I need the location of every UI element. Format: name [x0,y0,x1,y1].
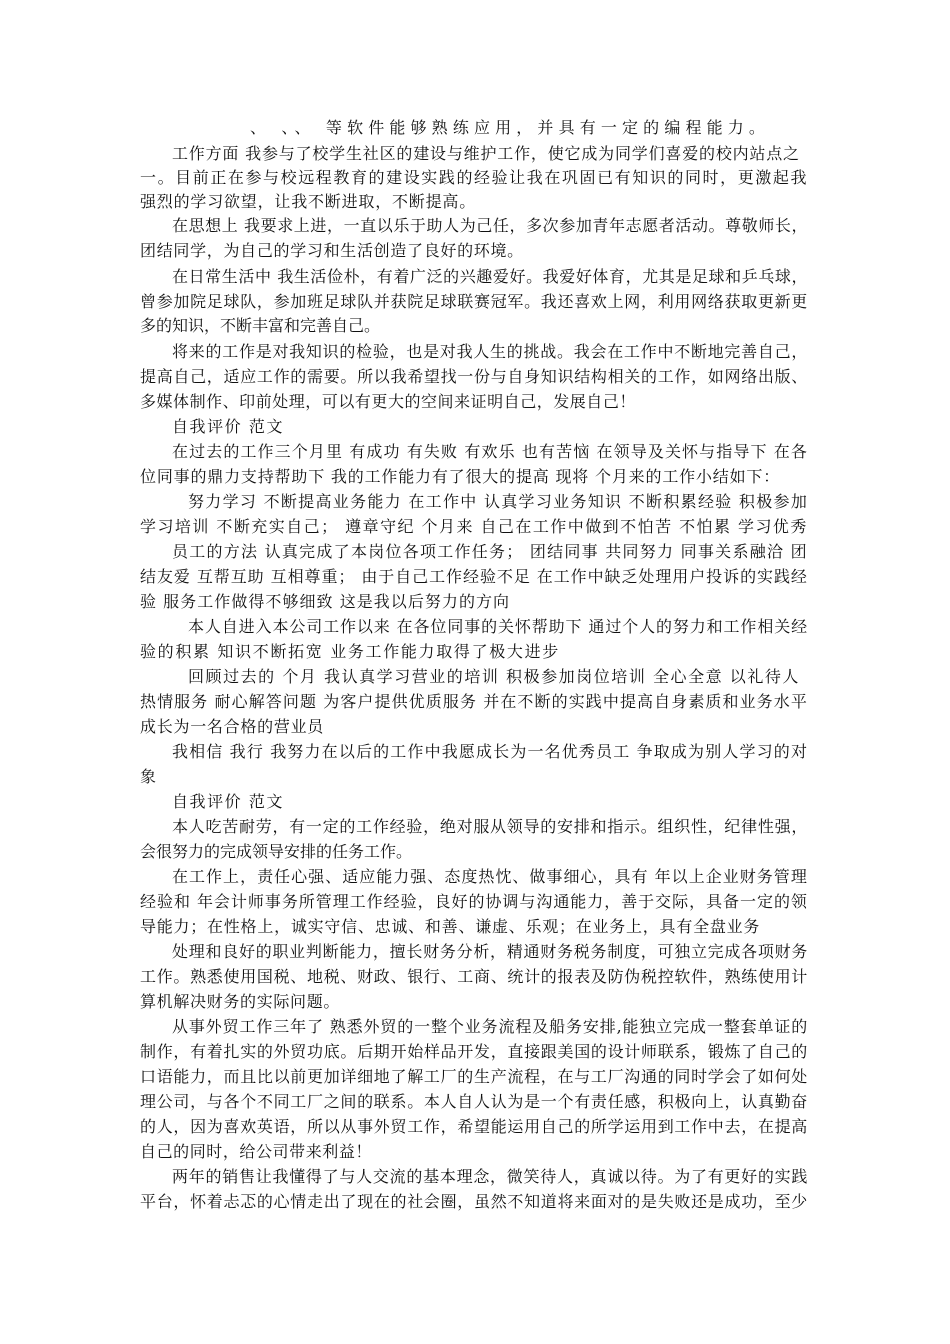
text-line: 努力学习 不断提高业务能力 在工作中 认真学习业务知识 不断积累经验 积极参加 [188,492,808,511]
text-line: 理公司，与各个不同工厂之间的联系。本人自人认为是一个有责任感，积极向上，认真勤奋 [140,1092,808,1111]
text-line: 提高自己，适应工作的需要。所以我希望找一份与自身知识结构相关的工作，如网络出版、 [140,367,808,386]
text-line: 会很努力的完成领导安排的任务工作。 [140,842,412,861]
text-line: 处理和良好的职业判断能力，擅长财务分析，精通财务税务制度，可独立完成各项财务 [172,942,808,961]
section-heading: 自我评价 范文 [172,417,284,436]
text-line: 位同事的鼎力支持帮助下 我的工作能力有了很大的提高 现将 个月来的工作小结如下： [140,467,780,486]
text-line: 多媒体制作、印前处理，可以有更大的空间来证明自己，发展自己！ [140,392,636,411]
text-line: 制作，有着扎实的外贸功底。后期开始样品开发，直接跟美国的设计师联系，锻炼了自己的 [140,1042,808,1061]
text-line: 导能力；在性格上，诚实守信、忠诚、和善、谦虚、乐观；在业务上，具有全盘业务 [140,917,760,936]
text-line: 员工的方法 认真完成了本岗位各项工作任务； 团结同事 共同努力 同事关系融洽 团 [172,542,808,561]
text-line: 本人自进入本公司工作以来 在各位同事的关怀帮助下 通过个人的努力和工作相关经 [188,617,808,636]
section-heading: 自我评价 范文 [172,792,284,811]
text-line: 在工作上，责任心强、适应能力强、态度热忱、做事细心，具有 年以上企业财务管理 [172,867,808,886]
text-line: 平台，怀着忐忑的心情走出了现在的社会圈，虽然不知道将来面对的是失败还是成功，至少 [140,1192,808,1211]
text-line: 工作。熟悉使用国税、地税、财政、银行、工商、统计的报表及防伪税控软件，熟练使用计 [140,967,808,986]
text-line: 学习培训 不断充实自己； 遵章守纪 个月来 自己在工作中做到不怕苦 不怕累 学习优秀 [140,517,808,536]
text-line: 验的积累 知识不断拓宽 业务工作能力取得了极大进步 [140,642,560,661]
text-line: 的人，因为喜欢英语，所以从事外贸工作，希望能运用自己的所学运用到工作中去，在提高 [140,1117,808,1136]
text-line: 结友爱 互帮互助 互相尊重； 由于自己工作经验不足 在工作中缺乏处理用户投诉的实践经 [140,567,808,586]
text-line: 本人吃苦耐劳，有一定的工作经验，绝对服从领导的安排和指示。组织性，纪律性强， [172,817,808,836]
text-line: 从事外贸工作三年了 熟悉外贸的一整个业务流程及船务安排,能独立完成一整套单证的 [172,1017,808,1036]
text-line: 自己的同时，给公司带来利益！ [140,1142,372,1161]
text-line: 象 [140,767,156,786]
text-line: 我相信 我行 我努力在以后的工作中我愿成长为一名优秀员工 争取成为别人学习的对 [172,742,808,761]
text-line: 在日常生活中 我生活俭朴，有着广泛的兴趣爱好。我爱好体育，尤其是足球和乒乓球， [172,267,808,286]
text-line: 在过去的工作三个月里 有成功 有失败 有欢乐 也有苦恼 在领导及关怀与指导下 在各 [172,442,808,461]
text-line: 热情服务 耐心解答问题 为客户提供优质服务 并在不断的实践中提高自身素质和业务水平 [140,692,808,711]
text-line: 强烈的学习欲望，让我不断进取，不断提高。 [140,192,476,211]
text-line: 验 服务工作做得不够细致 这是我以后努力的方向 [140,592,510,611]
text-line: 两年的销售让我懂得了与人交流的基本理念，微笑待人，真诚以待。为了有更好的实践 [172,1167,808,1186]
text-line: 多的知识，不断丰富和完善自己。 [140,316,380,335]
text-line: 工作方面 我参与了校学生社区的建设与维护工作，使它成为同学们喜爱的校内站点之 [172,144,800,163]
text-line: 一。目前正在参与校远程教育的建设实践的经验让我在巩固已有知识的同时，更激起我 [140,168,808,187]
text-line: 经验和 年会计师事务所管理工作经验，良好的协调与沟通能力，善于交际，具备一定的领 [140,892,808,911]
text-line: 将来的工作是对我知识的检验，也是对我人生的挑战。我会在工作中不断地完善自己， [172,342,808,361]
text-line: 在思想上 我要求上进，一直以乐于助人为己任，多次参加青年志愿者活动。尊敬师长， [172,216,808,235]
text-line: 算机解决财务的实际问题。 [140,992,340,1011]
text-line: 团结同学，为自己的学习和生活创造了良好的环境。 [140,241,524,260]
text-line: 口语能力，而且比以前更加详细地了解工厂的生产流程，在与工厂沟通的同时学会了如何处 [140,1067,808,1086]
text-line: 曾参加院足球队，参加班足球队并获院足球联赛冠军。我还喜欢上网，利用网络获取更新更 [140,292,808,311]
text-line: 成长为一名合格的营业员 [140,717,324,736]
text-line: 、 、、 等软件能够熟练应用，并具有一定的编程能力。 [250,118,770,137]
text-line: 回顾过去的 个月 我认真学习营业的培训 积极参加岗位培训 全心全意 以礼待人 [188,667,800,686]
